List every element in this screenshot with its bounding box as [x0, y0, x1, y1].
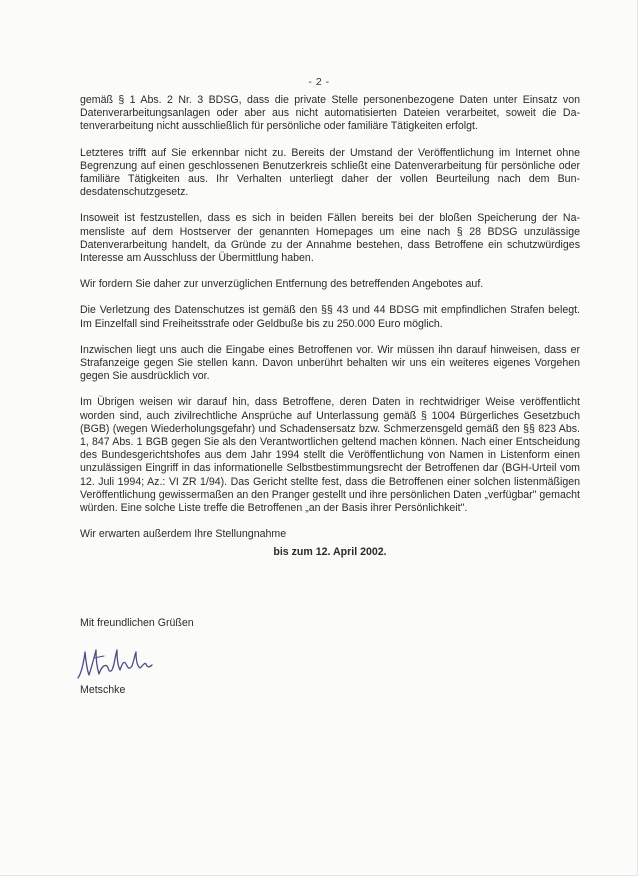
paragraph-3: Insoweit ist festzustellen, dass es sich in beiden Fällen bereits bei der bloßen Speicherung der Namensliste auf dem Hostserver der genannten Homepages um eine nach § 28 BDSG unzulässige Datenverarbeitung handelt, da Gründe zu der Annahme bestehen, dass Betroffene ein schutzwürdiges Interesse am Ausschluss der Übermittlung haben. — [80, 212, 580, 265]
page-number: - 2 - — [308, 76, 330, 88]
paragraph-6: Inzwischen liegt uns auch die Eingabe eines Betroffenen vor. Wir müssen ihn darauf hinweisen, dass er Strafanzeige gegen Sie stellen kann. Davon unberührt behalten wir uns ein weiteres eigenes Vorgehen gegen Sie ausdrücklich vor. — [80, 343, 580, 383]
paragraph-2: Letzteres trifft auf Sie erkennbar nicht zu. Bereits der Umstand der Veröffentlichung im Internet ohne Begrenzung auf einen geschlossenen Benutzerkreis schließt eine Datenverarbeitung für persönliche oder familiäre Tätigkeiten aus. Ihr Verhalten unterliegt daher der vollen Beurteilung nach dem Bundesdatenschutzgesetz. — [80, 146, 580, 199]
handwritten-signature — [74, 642, 164, 684]
paragraph-5: Die Verletzung des Datenschutzes ist gemäß den §§ 43 und 44 BDSG mit empfindlichen Strafen belegt. Im Einzelfall sind Freiheitsstrafe oder Geldbuße bis zu 250.000 Euro möglich. — [80, 304, 580, 330]
paragraph-1: gemäß § 1 Abs. 2 Nr. 3 BDSG, dass die private Stelle personenbezogene Daten unter Einsatz von Datenverarbeitungsanlagen oder aber aus nicht automatisierten Dateien verarbeitet, soweit die Datenverarbeitung nicht ausschließlich für persönliche oder familiäre Tätigkeiten erfolgt. — [80, 94, 580, 133]
signer-name: Metschke — [80, 684, 126, 696]
deadline: bis zum 12. April 2002. — [273, 546, 387, 559]
paragraph-7: Im Übrigen weisen wir darauf hin, dass Betroffene, deren Daten in rechtwidriger Weise veröffentlicht worden sind, auch zivilrechtliche Ansprüche auf Unterlassung gemäß § 1004 Bürgerliches Gesetzbuch (BGB) (wegen Wiederholungsgefahr) und Schadensersatz bzw. Schmerzensgeld gemäß den §§ 823 Abs. 1, 847 Abs. 1 BGB gegen Sie als den Verantwortlichen geltend machen können. Nach einer Entscheidung des Bundesgerichtshofes aus dem Jahr 1994 stellt die Veröffentlichung von Namen in Listenform einen unzulässigen Eingriff in das informationelle Selbstbestimmungsrecht der Betroffenen dar (BGH-Urteil vom 12. Juli 1994; Az.: VI ZR 1/94). Das Gericht stellte fest, dass die Betroffenen einer solchen listenmäßigen Veröffentlichung gewissermaßen an den Pranger gestellt und ihre persönlichen Daten „verfügbar" gemacht würden. Eine solche Liste treffe die Betroffenen „an der Basis ihrer Persönlichkeit". — [80, 396, 581, 515]
paragraph-4: Wir fordern Sie daher zur unverzüglichen Entfernung des betreffenden Angebotes auf. — [80, 278, 484, 291]
letter-body — [80, 94, 580, 560]
paragraph-8: Wir erwarten außerdem Ihre Stellungnahme — [80, 528, 287, 541]
closing-phrase: Mit freundlichen Grüßen — [80, 617, 194, 629]
